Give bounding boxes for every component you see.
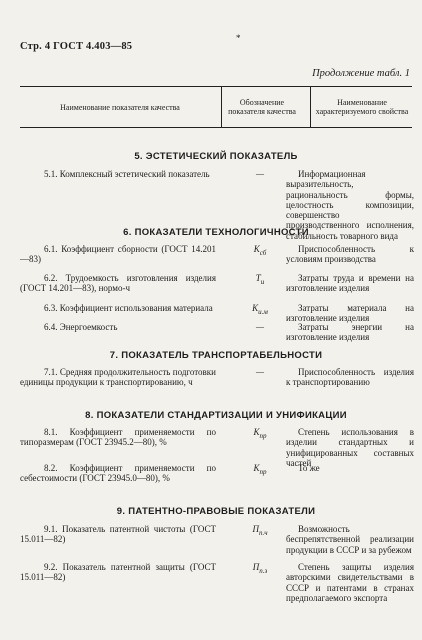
indicator-code: $K_{пр}$ [253, 463, 267, 476]
column-header-property: Наименование характеризуемого свойства [315, 98, 409, 116]
indicator-property: Затраты труда и времени на изготовление изделия [286, 273, 414, 294]
indicator-name: 7.1. Средняя продолжительность подготовки единицы продукции к транспортированию, ч [20, 367, 216, 388]
table-continuation-label: Продолжение табл. 1 [312, 68, 410, 79]
section-title: 5. ЭСТЕТИЧЕСКИЙ ПОКАЗАТЕЛЬ [134, 151, 298, 162]
indicator-name: 6.1. Коэффициент сборности (ГОСТ 14.201—83) [20, 244, 216, 265]
section-title: 9. ПАТЕНТНО-ПРАВОВЫЕ ПОКАЗАТЕЛИ [116, 506, 316, 517]
indicator-code: — [255, 322, 264, 332]
indicator-code: $K_{сб}$ [253, 244, 267, 257]
page-header [20, 33, 412, 55]
indicator-name: 9.1. Показатель патентной чистоты (ГОСТ 15.011—82) [20, 524, 216, 545]
section-title: 6. ПОКАЗАТЕЛИ ТЕХНОЛОГИЧНОСТИ [123, 227, 309, 238]
indicator-name: 6.2. Трудоемкость изготовления изделия (ГОСТ 14.201—83), нормо-ч [20, 273, 216, 294]
indicator-code: $T_и$ [255, 273, 265, 286]
indicator-code: $K_{и.м}$ [252, 303, 268, 316]
indicator-property: Приспособленность к условиям производства [286, 244, 414, 265]
indicator-code: — [255, 367, 264, 377]
section-title: 7. ПОКАЗАТЕЛЬ ТРАНСПОРТАБЕЛЬНОСТИ [109, 350, 323, 361]
asterisk-mark: * [236, 33, 241, 43]
indicator-name: 8.1. Коэффициент применяемости по типоразмерам (ГОСТ 23945.2—80), % [20, 427, 216, 448]
indicator-property: Затраты энергии на изготовление изделия [286, 322, 414, 343]
indicator-name: 5.1. Комплексный эстетический показатель [44, 169, 210, 179]
indicator-code: $K_{пр}$ [253, 427, 267, 440]
column-divider [310, 87, 311, 127]
section-title: 8. ПОКАЗАТЕЛИ СТАНДАРТИЗАЦИИ И УНИФИКАЦИИ [85, 410, 347, 421]
indicator-property: Затраты материала на изготовление изделия [286, 303, 414, 324]
column-header-code: Обозначение показателя качества [228, 98, 296, 116]
column-header-name: Наименование показателя качества [60, 102, 180, 112]
indicator-name: 9.2. Показатель патентной защиты (ГОСТ 15.011—82) [20, 562, 216, 583]
indicator-property: Степень использования в изделии стандартных и унифицированных составных частей [286, 427, 414, 468]
indicator-code: $П_{п.ч}$ [252, 524, 268, 537]
indicator-name: 6.4. Энергоемкость [44, 322, 118, 332]
indicator-code: $П_{п.з}$ [252, 562, 268, 575]
indicator-property: Степень защиты изделия авторскими свидетельствами в СССР и патентами в странах предполагаемого экспорта [286, 562, 414, 603]
indicator-code: — [255, 169, 264, 179]
table-column-header [20, 86, 412, 128]
indicator-property: То же [298, 463, 320, 473]
indicator-property: Приспособленность изделия к транспортированию [286, 367, 414, 388]
page-number-standard: Стр. 4 ГОСТ 4.403—85 [20, 41, 133, 52]
indicator-name: 6.3. Коэффициент использования материала [44, 303, 213, 313]
indicator-property: Возможность беспрепятственной реализации продукции в СССР и за рубежом [286, 524, 414, 555]
indicator-property: Информационная выразительность, рациональность формы, целостность композиции, совершенство производственного исполнения, стабильность товарного вида [286, 169, 414, 241]
indicator-name: 8.2. Коэффициент применяемости по себестоимости (ГОСТ 23945.0—80), % [20, 463, 216, 484]
